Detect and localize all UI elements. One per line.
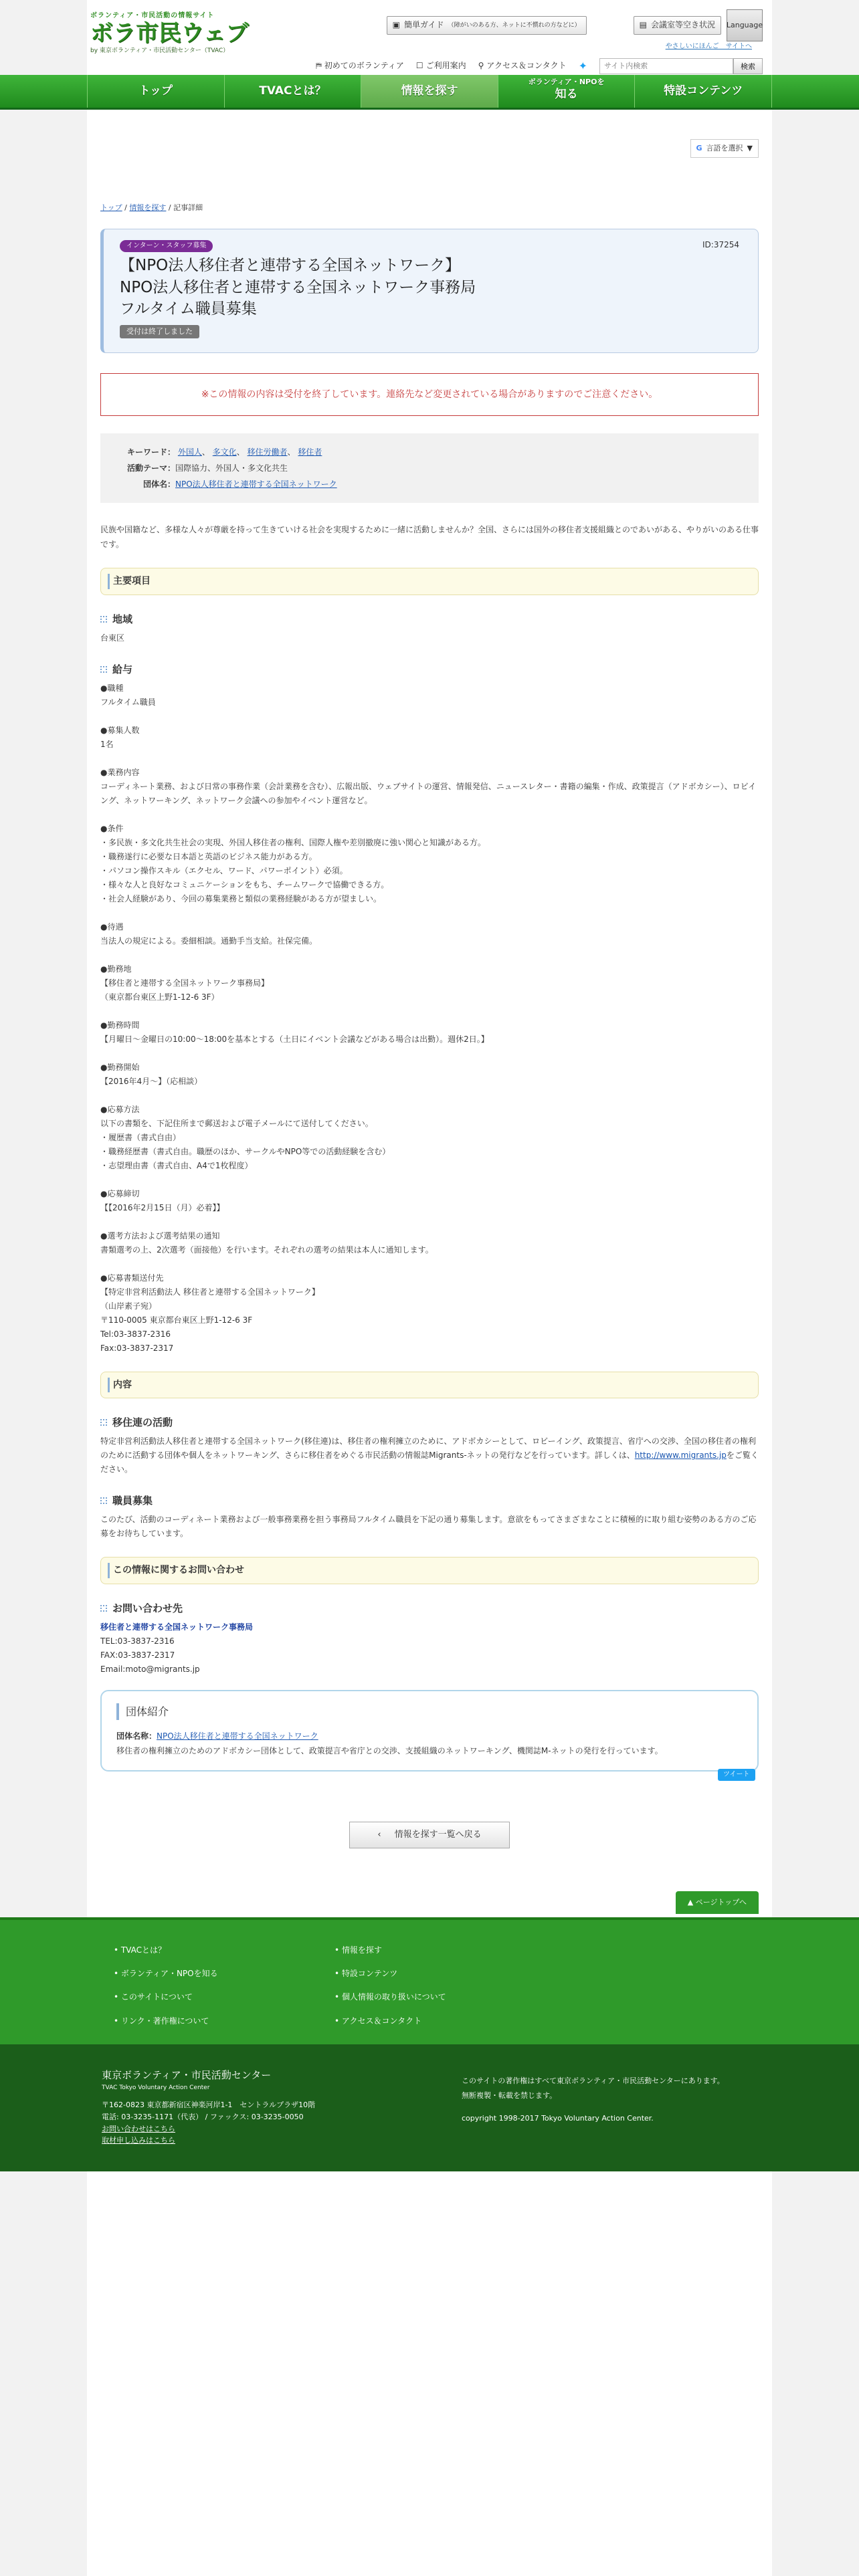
footer-press-link[interactable]: 取材申し込みはこちら [102, 2136, 175, 2145]
back-to-list-label: 情報を探す一覧へ戻る [394, 1829, 482, 1840]
heading-marker-icon [100, 1605, 107, 1612]
footer-copyright-line: copyright 1998-2017 Tokyo Voluntary Action Center. [462, 2114, 654, 2123]
org-intro-box [100, 1690, 759, 1772]
footer-link[interactable]: • ボランティア・NPOを知る [114, 1969, 218, 1979]
salary-body: ●職種 フルタイム職員 ●募集人数 1名 ●業務内容 コーディネート業務、および日常の事務作業（会計業務を含む）、広報出版、ウェブサイトの運営、情報発信、ニュースレター・書籍の編集・作成、政策提言（アドボカシー）、ロビイング、ネットワーキング、ネットワーク会議への参加やイベント運営など。 ●条件 ・多民族・多文化共生社会の実現、外国人移住者の権利、国際人権や差別撤廃に強い関心と知識がある方。 ・職務遂行に必要な日本語と英語のビジネス能力がある方。 ・パソコン操作スキル（エクセル、ワード、パワーポイント）必須。 ・様々な人と良好なコミュニケーションをもち、チームワークで協働できる方。 ・社会人経験があり、今回の募集業務と類似の業務経験がある方が望ましい。 ●待遇 当法人の規定による。委細相談。通勤手当支給。社保完備。 ●勤務地 【移住者と連帯する全国ネットワーク事務局】 （東京都台東区上野1-12-6 3F） ●勤務時間 【月曜日〜金曜日の10:00〜18:00を基本とする（土日にイベント会議などがある場合は出勤）。週休2日。】 ●勤務開始 【2016年4月〜】（応相談） ●応募方法 以下の書類を、下記住所まで郵送および電子メールにて送付してください。 ・履歴書（書式自由） ・職務経歴書（書式自由。職歴のほか、サークルやNPO等での活動経験を含む） ・志望理由書（書式自由、A4で1枚程度） ●応募締切 【【2016年2月15日（月）必着】】 ●選考方法および選考結果の通知 書類選考の上、2次選考（面接他）を行います。それぞれの選考の結果は本人に通知します。 ●応募書類送付先 【特定非営利活動法人 移住者と連帯する全国ネットワーク】 （山岸素子宛） 〒110-0005 東京都台東区上野1-12-6 3F Tel:03-3837-2316 Fax:03-3837-2317 [100, 683, 757, 1353]
access-contact-link[interactable] [478, 60, 567, 72]
section-inquiry: この情報に関するお問い合わせ [100, 1557, 759, 1584]
heading-marker-icon [100, 1497, 107, 1504]
keyword-link[interactable]: 多文化 [212, 447, 237, 457]
nav-tvac[interactable] [225, 75, 362, 108]
chevron-up-icon: ▲ [687, 1898, 696, 1907]
org-intro-name-row [116, 1729, 743, 1744]
keywords-row: キーワード： 外国人、 多文化、 移住労働者、 移住者 [120, 444, 739, 460]
footer-link-label: リンク・著作権について [120, 2016, 209, 2026]
easy-guide-label: 簡単ガイド [403, 20, 444, 30]
room-availability-button[interactable] [634, 16, 721, 34]
monitor-icon: ▣ [392, 20, 400, 30]
logo-by: by 東京ボランティア・市民活動センター（TVAC） [90, 47, 229, 55]
page-top-label: ページトップへ [695, 1898, 747, 1907]
footer-link[interactable]: • アクセス＆コンタクト [335, 2016, 422, 2026]
footer-link[interactable]: • リンク・著作権について [114, 2016, 209, 2026]
page-wrapper [87, 0, 772, 2576]
org-intro-label: 団体名称： [116, 1731, 157, 1741]
contact-body [100, 1620, 759, 1677]
activity-heading-label: 移住連の活動 [112, 1416, 173, 1429]
footer-link-label: ボランティア・NPOを知る [120, 1969, 218, 1979]
footer-address-line: 〒162-0823 東京都新宿区神楽河岸1-1 セントラルプラザ10階 [102, 2101, 316, 2110]
room-availability-label: 会議室等空き状況 [650, 20, 715, 30]
nav-search-info[interactable] [361, 75, 498, 108]
easy-japanese-link[interactable]: やさしいにほんご サイトへ [665, 43, 752, 50]
status-badge: 受付は終了しました [120, 325, 199, 338]
closed-warning: ※この情報の内容は受付を終了しています。連絡先など変更されている場合がありますのでご注意ください。 [100, 373, 759, 416]
nav-top[interactable] [87, 75, 225, 108]
recruit-heading [100, 1493, 759, 1509]
footer-link-label: アクセス＆コンタクト [341, 2016, 422, 2026]
signpost-icon: ⛿ [316, 61, 322, 71]
theme-row [120, 460, 739, 476]
search-button[interactable]: 検索 [733, 58, 763, 74]
footer-copy1: このサイトの著作権はすべて東京ボランティア・市民活動センターにあります。 [462, 2076, 725, 2085]
nav-sub: ボランティア・NPOを [528, 78, 605, 87]
chevron-down-icon: ▼ [747, 144, 753, 152]
article-intro: 民族や国籍など、多様な人々が尊厳を持って生きていける社会を実現するために一緒に活動しませんか？全国、さらには国外の移住者支援組織とのであいがある、やりがいのある仕事です。 [100, 525, 759, 549]
area-heading [100, 611, 759, 627]
salary-heading [100, 661, 759, 677]
org-intro-desc: 移住者の権利擁立のためのアドボカシー団体として、政策提言や省庁との交渉、支援組織のネットワーキング、機関誌M-ネットの発行を行っています。 [116, 1745, 663, 1755]
twitter-icon[interactable]: ✦ [578, 60, 587, 72]
recruit-heading-label: 職員募集 [112, 1495, 153, 1507]
first-volunteer-label: 初めてのボランティア [324, 61, 404, 71]
nav-label: 特設コンテンツ [664, 84, 743, 98]
breadcrumb-current: 記事詳細 [173, 203, 203, 212]
activity-tail: をご覧ください。 [100, 1451, 759, 1475]
org-intro-link[interactable]: NPO法人移住者と連帯する全国ネットワーク [157, 1731, 318, 1741]
contact-name: 移住者と連帯する全国ネットワーク事務局 [100, 1622, 254, 1632]
area-value: 台東区 [100, 633, 125, 643]
section-content: 内容 [100, 1372, 759, 1398]
activity-text: 特定非営利活動法人移住者と連帯する全国ネットワーク(移住連)は、移住者の権利擁立のために、アドボカシーとして、ロビーイング、政策提言、省庁への交渉、全国の移住者の権利のために活動する団体や個人をネットワーキング、さらに移住者をめぐる市民活動の情報誌Migrants-ネットの発行などを行っています。詳しくは、 [100, 1436, 756, 1461]
map-pin-icon: ⚲ [478, 61, 484, 71]
footer-link-label: TVACとは？ [120, 1945, 167, 1955]
footer-link[interactable]: • このサイトについて [114, 1992, 193, 2002]
migrants-link[interactable]: http://www.migrants.jp [634, 1451, 727, 1461]
heading-marker-icon [100, 616, 107, 623]
footer-contact-link[interactable]: お問い合わせはこちら [102, 2124, 175, 2133]
footer-link[interactable]: • 特設コンテンツ [335, 1969, 398, 1979]
search-input[interactable] [599, 58, 733, 74]
nav-label: TVACとは？ [259, 84, 326, 98]
footer-copy2: 無断複製・転載を禁じます。 [462, 2091, 557, 2100]
language-select-label: 言語を選択 [706, 144, 743, 152]
article-id: ID:37254 [702, 239, 739, 249]
theme-value: 国際協力、外国人・多文化共生 [175, 463, 288, 473]
nav-label: 情報を探す [401, 84, 458, 98]
logo-text: ボラ市民ウェブ [90, 20, 249, 47]
header-subnav [316, 58, 763, 75]
page-top-button[interactable] [676, 1891, 759, 1914]
article-meta [100, 433, 759, 503]
logo-tagline: ボランティア・市民活動の情報サイト [90, 12, 215, 19]
org-row [120, 476, 739, 492]
footer-link-label: このサイトについて [120, 1992, 193, 2002]
keywords-label: キーワード： [126, 447, 175, 457]
chevron-left-icon: ‹ [377, 1829, 381, 1840]
footer-tel: 電話: 03-3235-1171（代表） / ファックス: 03-3235-0050 [102, 2112, 304, 2121]
theme-label: 活動テーマ： [126, 463, 175, 473]
footer-org-name: 東京ボランティア・市民活動センター [102, 2069, 272, 2081]
footer-links [0, 1917, 859, 2044]
site-search [599, 58, 763, 74]
tweet-button[interactable]: ツイート [718, 1769, 755, 1781]
first-volunteer-link[interactable] [316, 60, 404, 72]
org-label: 団体名： [142, 479, 175, 490]
nav-label: 知る [555, 88, 578, 102]
footer-link[interactable]: • TVACとは？ [114, 1945, 167, 1955]
footer-link-label: 情報を探す [341, 1945, 382, 1955]
site-logo[interactable] [90, 11, 249, 56]
keyword-link[interactable]: 移住者 [298, 447, 322, 457]
footer-address [102, 2067, 315, 2147]
breadcrumb-search[interactable]: 情報を探す [129, 203, 167, 212]
footer-org-name-en: TVAC Tokyo Voluntary Action Center [102, 2084, 210, 2091]
activity-body [100, 1434, 759, 1477]
document-icon: ☐ [415, 61, 423, 71]
breadcrumb: トップ / 情報を探す / 記事詳細 [100, 203, 203, 212]
usage-guide-label: ご利用案内 [425, 61, 466, 71]
contact-heading-label: お問い合わせ先 [112, 1602, 183, 1614]
nav-learn[interactable] [498, 75, 636, 108]
google-icon: G [696, 144, 702, 152]
language-button[interactable]: Language [727, 9, 763, 41]
easy-guide-button[interactable] [387, 16, 587, 34]
footer-link-label: 特設コンテンツ [341, 1969, 398, 1979]
recruit-body: このたび、活動のコーディネート業務および一般事務業務を担う事務局フルタイム職員を下記の通り募集します。意欲をもってさまざまなことに積極的に取り組む姿勢のある方のご応募をお待ちしています。 [100, 1515, 757, 1539]
heading-marker-icon [100, 666, 107, 673]
activity-heading [100, 1414, 759, 1430]
footer-copyright [462, 2074, 725, 2126]
back-to-list-button[interactable] [349, 1822, 510, 1848]
contact-lines: TEL:03-3837-2316 FAX:03-3837-2317 Email:moto@migrants.jp [100, 1636, 200, 1674]
org-link[interactable]: NPO法人移住者と連帯する全国ネットワーク [175, 479, 337, 490]
footer-link[interactable]: • 情報を探す [335, 1945, 382, 1955]
footer-info [0, 2044, 859, 2171]
usage-guide-link[interactable] [416, 60, 466, 72]
area-heading-label: 地域 [112, 613, 133, 625]
salary-heading-label: 給与 [112, 663, 133, 675]
section-main-items: 主要項目 [100, 568, 759, 595]
org-intro-heading: 団体紹介 [116, 1703, 743, 1721]
global-nav [0, 75, 859, 110]
article-header [100, 229, 759, 353]
keyword-link[interactable]: 移住労働者 [247, 447, 288, 457]
nav-special[interactable] [635, 75, 772, 108]
header-tools [387, 9, 763, 41]
heading-marker-icon [100, 1419, 107, 1426]
nav-label: トップ [138, 84, 173, 98]
easy-guide-sub: （障がいのある方、ネットに不慣れの方などに） [448, 21, 581, 29]
calendar-icon: ▤ [639, 20, 647, 30]
contact-heading [100, 1600, 759, 1616]
footer-link[interactable]: • 個人情報の取り扱いについて [335, 1992, 446, 2002]
google-language-select[interactable] [690, 139, 759, 158]
access-contact-label: アクセス＆コンタクト [486, 61, 567, 71]
footer-link-label: 個人情報の取り扱いについて [341, 1992, 446, 2002]
site-header [87, 0, 772, 75]
breadcrumb-top[interactable]: トップ [100, 203, 122, 212]
keyword-link[interactable]: 外国人 [177, 447, 202, 457]
article-title: 【NPO法人移住者と連帯する全国ネットワーク】 NPO法人移住者と連帯する全国ネットワーク事務局 フルタイム職員募集 [120, 257, 476, 318]
category-badge: インターン・スタッフ募集 [120, 240, 213, 252]
